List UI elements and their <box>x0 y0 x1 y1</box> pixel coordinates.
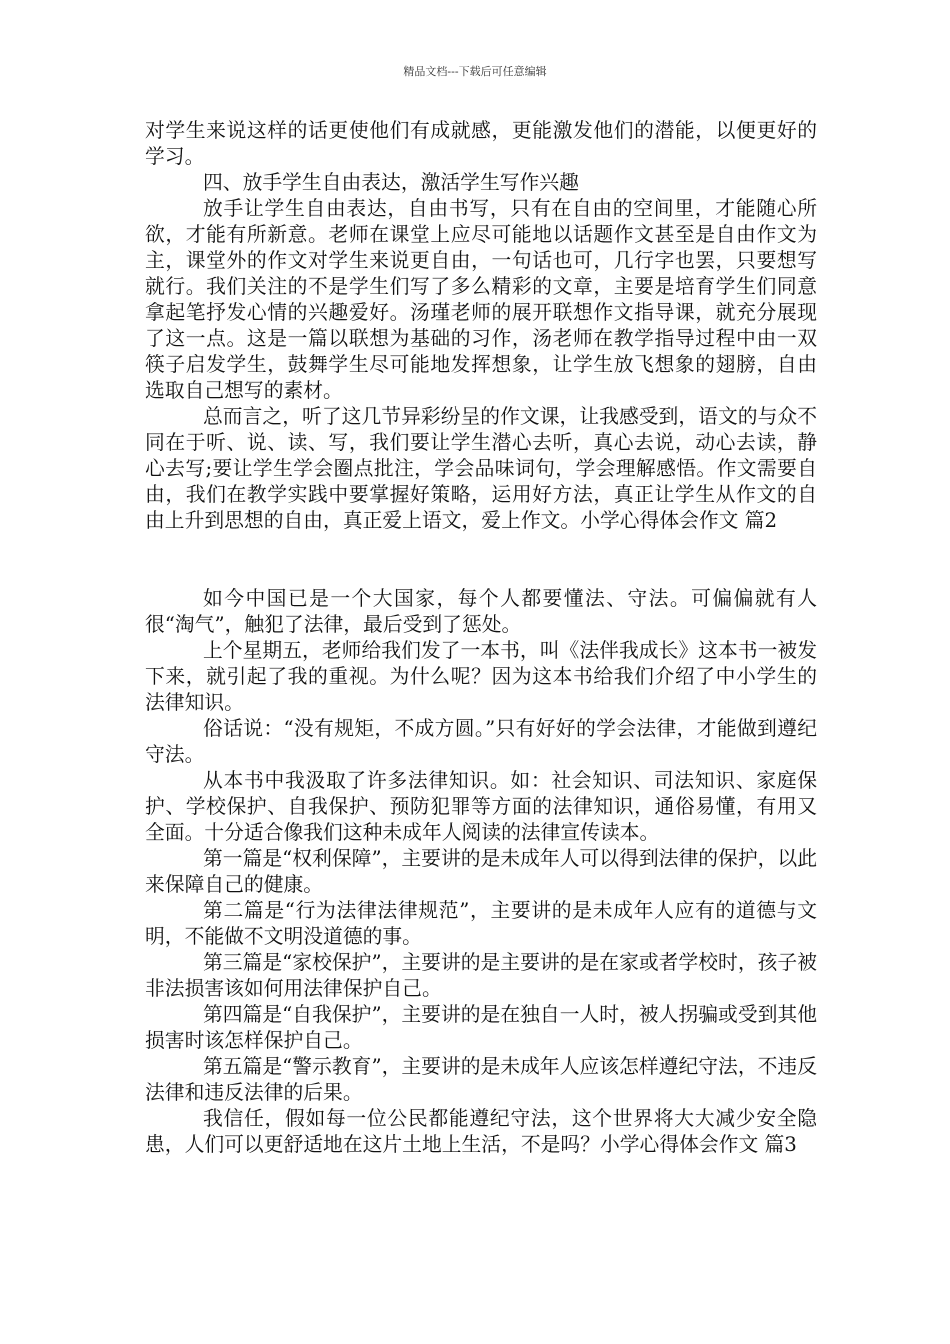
paragraph-8: 从本书中我汲取了许多法律知识。如：社会知识、司法知识、家庭保护、学校保护、自我保护、预防犯罪等方面的法律知识，通俗易懂，有用又全面。十分适合像我们这种未成年人阅读的法律宣传读本。 <box>145 769 817 844</box>
paragraph-13: 第五篇是“警示教育”，主要讲的是未成年人应该怎样遵纪守法，不违反法律和违反法律的后果。 <box>145 1055 817 1104</box>
paragraph-9: 第一篇是“权利保障”，主要讲的是未成年人可以得到法律的保护，以此来保障自己的健康。 <box>145 847 817 896</box>
paragraph-7: 俗话说：“没有规矩，不成方圆。”只有好好的学会法律，才能做到遵纪守法。 <box>145 717 817 766</box>
paragraph-5: 如今中国已是一个大国家，每个人都要懂法、守法。可偏偏就有人很“淘气”，触犯了法律，最后受到了惩处。 <box>145 587 817 636</box>
paragraph-11: 第三篇是“家校保护”，主要讲的是主要讲的是在家或者学校时，孩子被非法损害该如何用法律保护自己。 <box>145 951 817 1000</box>
paragraph-14: 我信任，假如每一位公民都能遵纪守法，这个世界将大大减少安全隐患，人们可以更舒适地在这片土地上生活，不是吗？小学心得体会作文 篇3 <box>145 1107 817 1156</box>
paragraph-4: 总而言之，听了这几节异彩纷呈的作文课，让我感受到，语文的与众不同在于听、说、读、写，我们要让学生潜心去听，真心去说，动心去读，静心去写;要让学生学会圈点批注，学会品味词句，学会理解感悟。作文需要自由，我们在教学实践中要掌握好策略，运用好方法，真正让学生从作文的自由上升到思想的自由，真正爱上语文，爱上作文。小学心得体会作文 篇2 <box>145 405 817 532</box>
paragraph-10: 第二篇是“行为法律法律规范”，主要讲的是未成年人应有的道德与文明，不能做不文明没道德的事。 <box>145 899 817 948</box>
section-gap <box>145 534 817 586</box>
paragraph-3: 放手让学生自由表达，自由书写，只有在自由的空间里，才能随心所欲，才能有所新意。老师在课堂上应尽可能地以话题作文甚至是自由作文为主，课堂外的作文对学生来说更自由，一句话也可，几行字也罢，只要想写就行。我们关注的不是学生们写了多么精彩的文章，主要是培育学生们同意拿起笔抒发心情的兴趣爱好。汤瑾老师的展开联想作文指导课，就充分展现了这一点。这是一篇以联想为基础的习作，汤老师在教学指导过程中由一双筷子启发学生，鼓舞学生尽可能地发挥想象，让学生放飞想象的翅膀，自由选取自己想写的素材。 <box>145 197 817 402</box>
page-header: 精品文档---下载后可任意编辑 <box>403 65 547 78</box>
document-body <box>145 118 817 1158</box>
paragraph-1: 对学生来说这样的话更使他们有成就感，更能激发他们的潜能，以便更好的学习。 <box>145 119 817 168</box>
paragraph-12: 第四篇是“自我保护”，主要讲的是在独自一人时，被人拐骗或受到其他损害时该怎样保护自己。 <box>145 1003 817 1052</box>
section-heading: 四、放手学生自由表达，激活学生写作兴趣 <box>203 171 579 194</box>
paragraph-6: 上个星期五，老师给我们发了一本书，叫《法伴我成长》这本书一被发下来，就引起了我的重视。为什么呢？因为这本书给我们介绍了中小学生的法律知识。 <box>145 639 817 714</box>
